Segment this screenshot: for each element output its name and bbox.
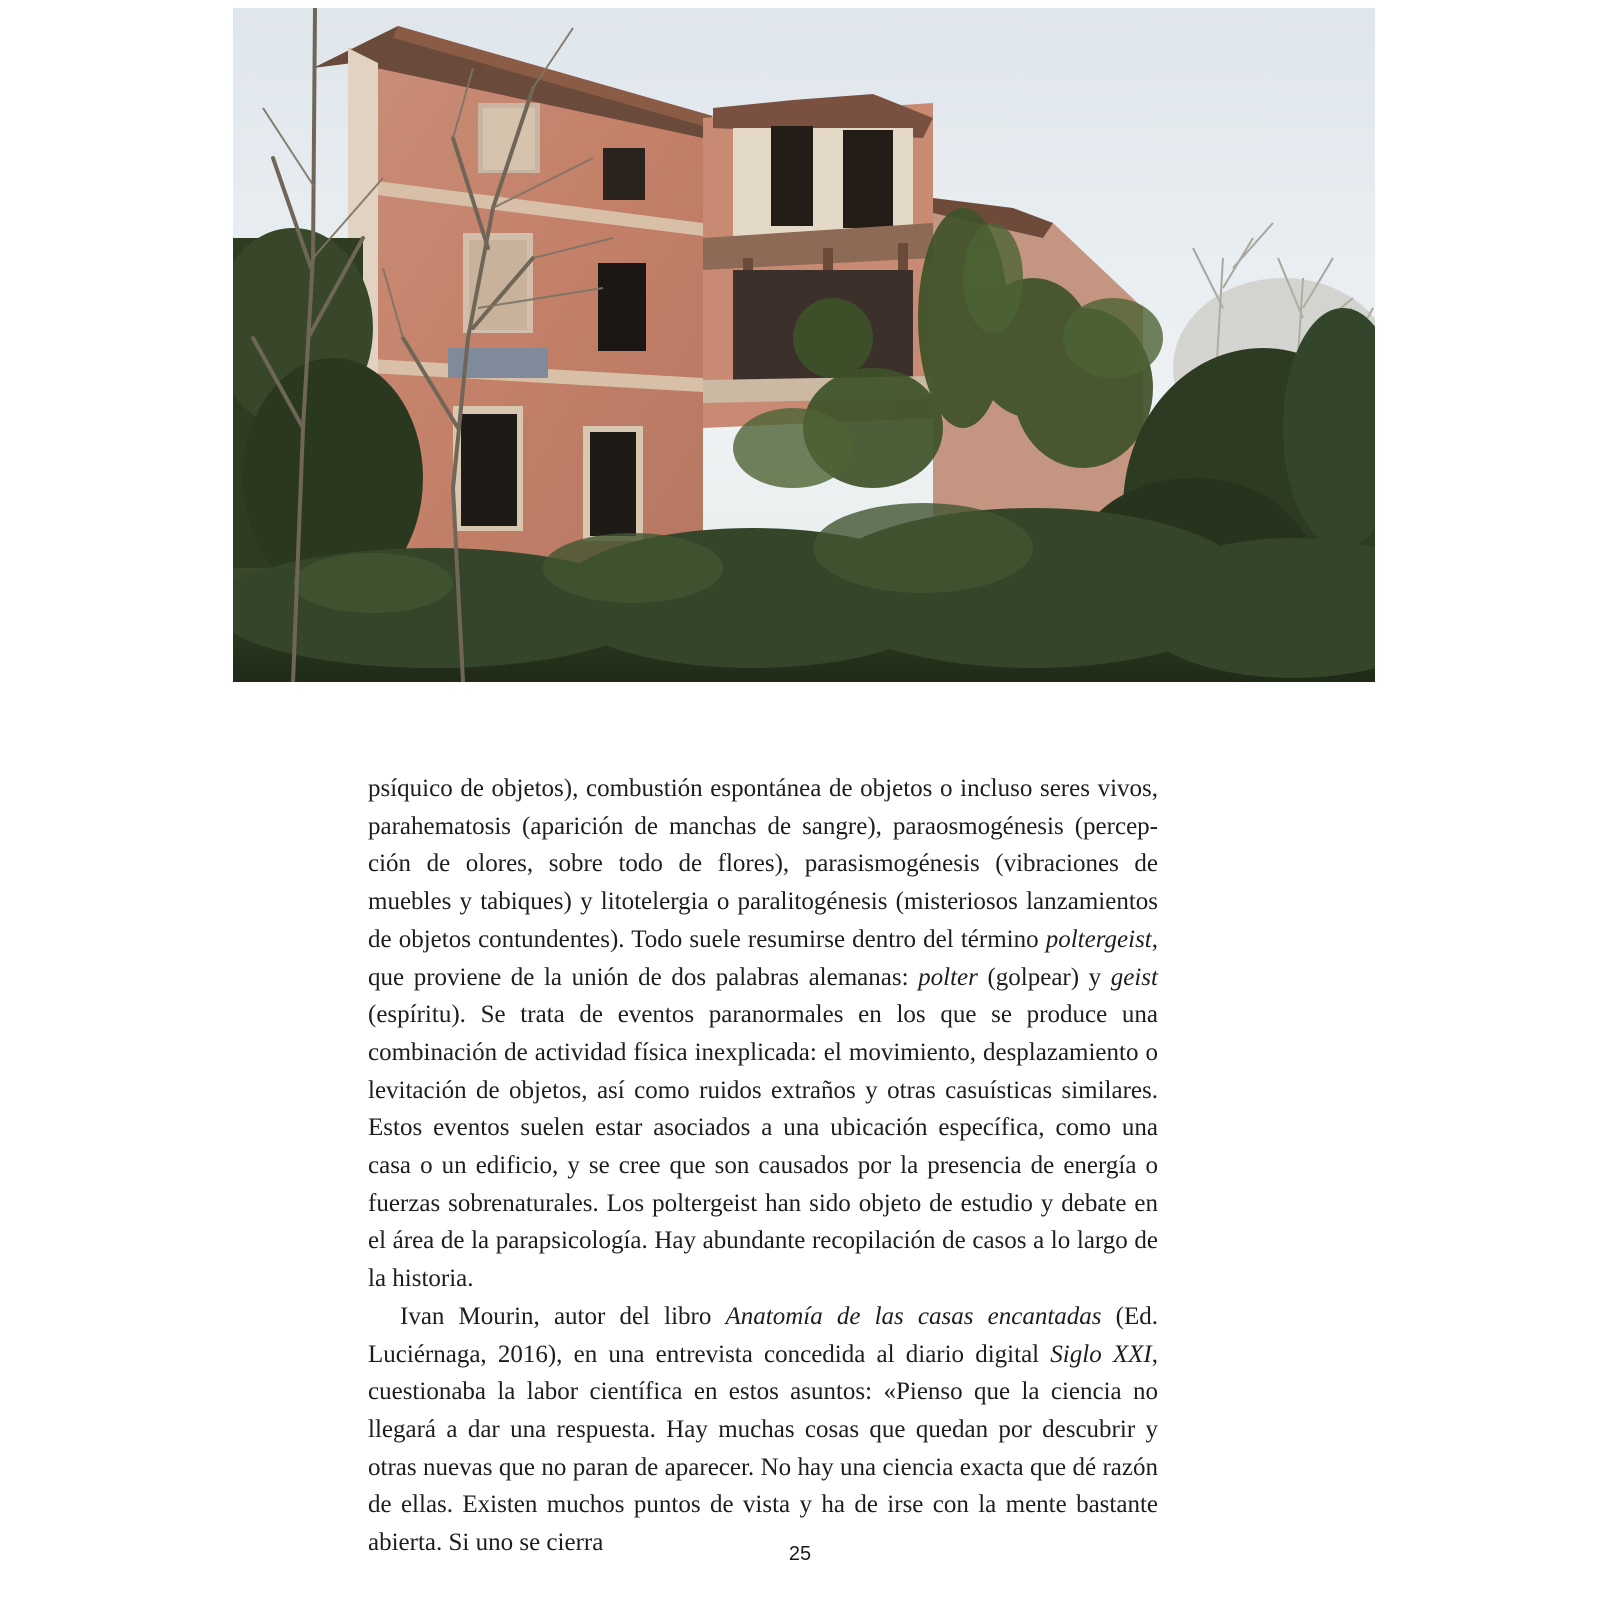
paragraph <box>368 770 1158 1298</box>
page-number: 25 <box>788 1543 812 1565</box>
text-run: (golpear) y <box>977 963 1111 991</box>
text-run: (Ed. Luciérnaga, 2016), en una entrevista concedida al diario digital <box>368 1302 1158 1368</box>
italic-term: geist <box>1110 963 1158 991</box>
italic-term: Siglo XXI <box>1050 1340 1152 1368</box>
text-run: (espíritu). Se trata de eventos paranormales en los que se produce una combinación de actividad física inexplicada: el movimiento, desplazamiento o levitación de objetos, así como ruidos extraños y otras casuísticas similares. Estos eventos suelen estar asociados a una ubicación específica, como una casa o un edificio, y se cree que son causados por la presencia de energía o fuerzas sobrenaturales. Los poltergeist han sido objeto de estudio y debate en el área de la parapsicología. Hay abundante recopilación de casos a lo largo de la historia. <box>368 1001 1158 1293</box>
paragraph <box>368 1298 1158 1562</box>
mansion-photo <box>233 8 1375 682</box>
text-run: Ivan Mourin, autor del libro <box>400 1302 726 1330</box>
text-run: , cuestionaba la labor científica en estos asuntos: «Pienso que la ciencia no llegará a dar una respuesta. Hay muchas cosas que quedan por descubrir y otras nuevas que no paran de aparecer. No hay una ciencia exacta que dé razón de ellas. Existen muchos puntos de vista y ha de irse con la mente bastante abierta. Si uno se cierra <box>368 1340 1158 1557</box>
body-text <box>368 770 1158 1562</box>
text-run: psíquico de objetos), combustión espontánea de objetos o incluso seres vivos, parahematosis (aparición de manchas de sangre), paraosmogénesis (percepción de olores, sobre todo de flores), parasismogénesis (vibraciones de muebles y tabiques) y litotelergia o paralitogénesis (misteriosos lanzamientos de objetos contundentes). Todo suele resumirse dentro del término <box>368 775 1158 953</box>
italic-term: polter <box>918 963 978 991</box>
italic-term: poltergeist <box>1045 925 1152 953</box>
text-run: , que proviene de la unión de dos palabras alemanas: <box>368 925 1158 991</box>
italic-term: Anatomía de las casas encantadas <box>725 1302 1102 1330</box>
